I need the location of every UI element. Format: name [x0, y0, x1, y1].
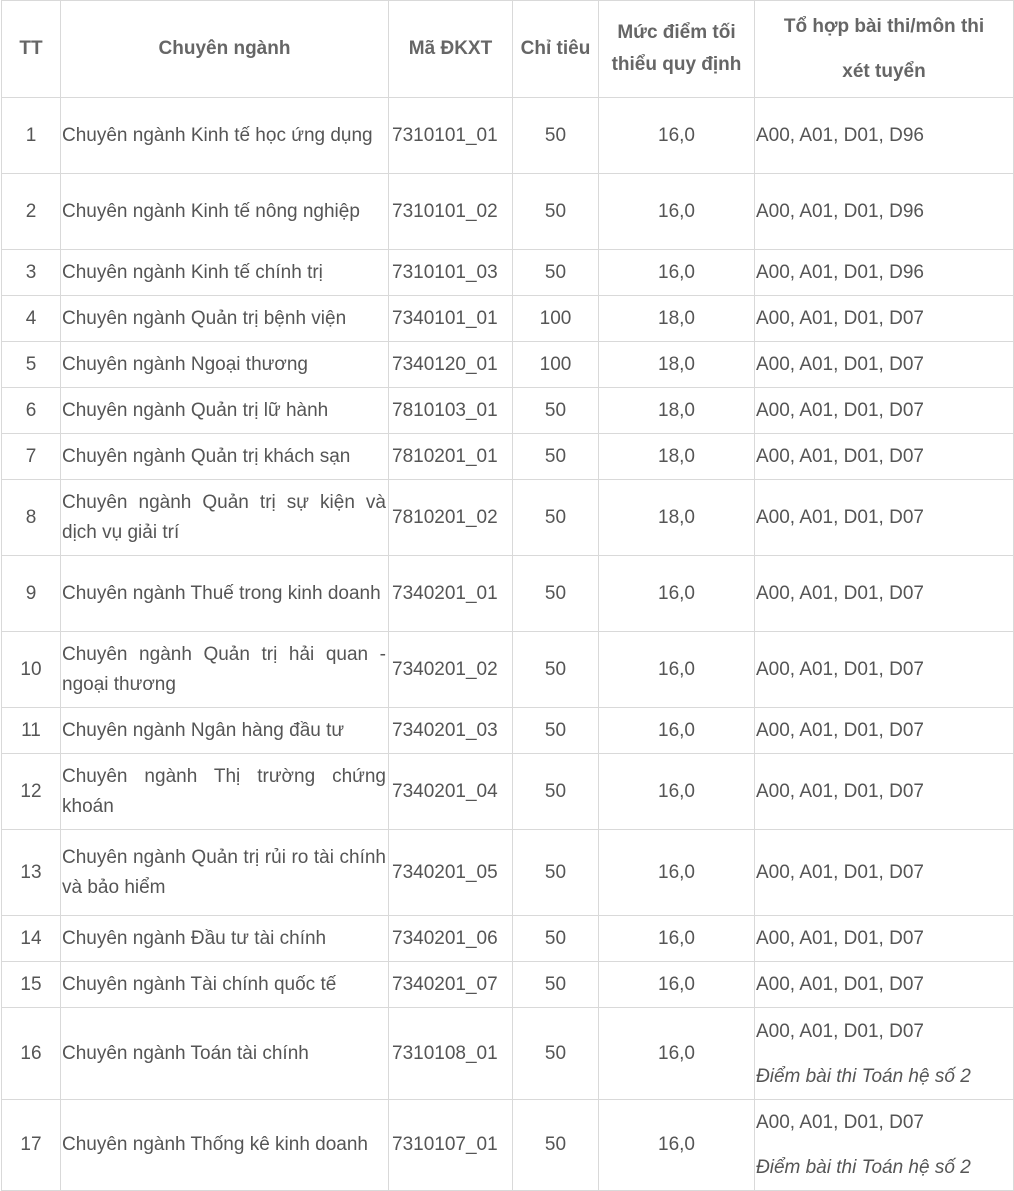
row-code: 7340201_04: [389, 754, 513, 830]
table-row: [2, 830, 1014, 916]
row-min-score: 18,0: [599, 434, 755, 480]
row-major-name: Chuyên ngành Thuế trong kinh doanh: [61, 556, 389, 632]
table-row: [2, 962, 1014, 1008]
row-code: 7310108_01: [389, 1008, 513, 1100]
row-code: 7310107_01: [389, 1100, 513, 1191]
table-body: [2, 98, 1014, 1191]
row-tt: 2: [2, 174, 61, 250]
row-quota: 100: [513, 342, 599, 388]
row-tt: 15: [2, 962, 61, 1008]
row-min-score: 16,0: [599, 830, 755, 916]
table-row: [2, 1100, 1014, 1191]
row-quota: 50: [513, 916, 599, 962]
table-row: [2, 388, 1014, 434]
row-combo: A00, A01, D01, D07: [755, 480, 1014, 556]
row-code: 7810103_01: [389, 388, 513, 434]
row-major-name: Chuyên ngành Kinh tế học ứng dụng: [61, 98, 389, 174]
row-min-score: 18,0: [599, 296, 755, 342]
row-major-name: Chuyên ngành Thống kê kinh doanh: [61, 1100, 389, 1191]
row-min-score: 18,0: [599, 480, 755, 556]
row-tt: 4: [2, 296, 61, 342]
header-tt: TT: [2, 1, 61, 98]
row-code: 7810201_02: [389, 480, 513, 556]
row-major-name: Chuyên ngành Ngoại thương: [61, 342, 389, 388]
row-code: 7310101_01: [389, 98, 513, 174]
row-combo: A00, A01, D01, D07: [755, 916, 1014, 962]
row-major-name: Chuyên ngành Thị trường chứng khoán: [61, 754, 389, 830]
row-min-score: 16,0: [599, 916, 755, 962]
table-row: [2, 916, 1014, 962]
row-combo: [755, 1008, 1014, 1100]
row-min-score: 16,0: [599, 250, 755, 296]
row-min-score: 16,0: [599, 556, 755, 632]
table-row: [2, 174, 1014, 250]
row-tt: 13: [2, 830, 61, 916]
table-row: [2, 1008, 1014, 1100]
row-tt: 11: [2, 708, 61, 754]
header-code: Mã ĐKXT: [389, 1, 513, 98]
row-code: 7810201_01: [389, 434, 513, 480]
row-combo: A00, A01, D01, D96: [755, 250, 1014, 296]
row-major-name: Chuyên ngành Quản trị bệnh viện: [61, 296, 389, 342]
row-min-score: 16,0: [599, 632, 755, 708]
table-row: [2, 754, 1014, 830]
table-row: [2, 556, 1014, 632]
table-row: [2, 434, 1014, 480]
row-min-score: 16,0: [599, 1008, 755, 1100]
row-combo: A00, A01, D01, D96: [755, 174, 1014, 250]
table-row: [2, 296, 1014, 342]
header-min-score: Mức điểm tối thiểu quy định: [599, 1, 755, 98]
row-code: 7340101_01: [389, 296, 513, 342]
row-tt: 1: [2, 98, 61, 174]
row-tt: 6: [2, 388, 61, 434]
row-quota: 100: [513, 296, 599, 342]
row-min-score: 16,0: [599, 754, 755, 830]
row-code: 7340201_07: [389, 962, 513, 1008]
row-min-score: 16,0: [599, 1100, 755, 1191]
row-combo-subjects: A00, A01, D01, D07: [756, 1020, 924, 1042]
row-code: 7310101_03: [389, 250, 513, 296]
header-combo: [755, 1, 1014, 98]
row-quota: 50: [513, 434, 599, 480]
row-major-name: Chuyên ngành Quản trị lữ hành: [61, 388, 389, 434]
row-combo-subjects: A00, A01, D01, D07: [756, 1112, 924, 1133]
row-quota: 50: [513, 708, 599, 754]
row-min-score: 16,0: [599, 98, 755, 174]
row-code: 7340201_06: [389, 916, 513, 962]
row-quota: 50: [513, 1100, 599, 1191]
row-min-score: 18,0: [599, 342, 755, 388]
row-code: 7340201_01: [389, 556, 513, 632]
row-combo: A00, A01, D01, D07: [755, 296, 1014, 342]
row-combo: [755, 1100, 1014, 1191]
row-major-name: Chuyên ngành Quản trị sự kiện và dịch vụ giải trí: [61, 480, 389, 556]
row-quota: 50: [513, 830, 599, 916]
row-tt: 7: [2, 434, 61, 480]
row-code: 7340120_01: [389, 342, 513, 388]
row-quota: 50: [513, 556, 599, 632]
row-quota: 50: [513, 250, 599, 296]
row-major-name: Chuyên ngành Tài chính quốc tế: [61, 962, 389, 1008]
row-tt: 3: [2, 250, 61, 296]
row-quota: 50: [513, 98, 599, 174]
header-combo-line2: xét tuyển: [842, 61, 926, 82]
row-major-name: Chuyên ngành Đầu tư tài chính: [61, 916, 389, 962]
row-code: 7340201_03: [389, 708, 513, 754]
row-min-score: 16,0: [599, 962, 755, 1008]
row-major-name: Chuyên ngành Kinh tế nông nghiệp: [61, 174, 389, 250]
row-tt: 10: [2, 632, 61, 708]
table-row: [2, 342, 1014, 388]
row-quota: 50: [513, 1008, 599, 1100]
row-major-name: Chuyên ngành Quản trị hải quan - ngoại thương: [61, 632, 389, 708]
row-combo: A00, A01, D01, D07: [755, 388, 1014, 434]
header-major: Chuyên ngành: [61, 1, 389, 98]
row-combo: A00, A01, D01, D07: [755, 434, 1014, 480]
row-tt: 12: [2, 754, 61, 830]
row-major-name: Chuyên ngành Quản trị khách sạn: [61, 434, 389, 480]
row-combo: A00, A01, D01, D07: [755, 830, 1014, 916]
table-row: [2, 480, 1014, 556]
row-major-name: Chuyên ngành Toán tài chính: [61, 1008, 389, 1100]
row-tt: 14: [2, 916, 61, 962]
row-tt: 16: [2, 1008, 61, 1100]
row-quota: 50: [513, 962, 599, 1008]
row-quota: 50: [513, 754, 599, 830]
row-combo: A00, A01, D01, D07: [755, 632, 1014, 708]
row-min-score: 16,0: [599, 708, 755, 754]
row-tt: 5: [2, 342, 61, 388]
table-row: [2, 708, 1014, 754]
row-combo: A00, A01, D01, D07: [755, 342, 1014, 388]
row-code: 7340201_05: [389, 830, 513, 916]
row-combo-note: Điểm bài thi Toán hệ số 2: [756, 1157, 971, 1178]
row-combo: A00, A01, D01, D07: [755, 754, 1014, 830]
row-tt: 8: [2, 480, 61, 556]
header-row: [2, 1, 1014, 98]
row-quota: 50: [513, 632, 599, 708]
row-major-name: Chuyên ngành Kinh tế chính trị: [61, 250, 389, 296]
header-combo-line1: Tổ hợp bài thi/môn thi: [783, 16, 985, 37]
row-major-name: Chuyên ngành Quản trị rủi ro tài chính và bảo hiểm: [61, 830, 389, 916]
row-combo: A00, A01, D01, D07: [755, 556, 1014, 632]
row-code: 7340201_02: [389, 632, 513, 708]
row-combo: A00, A01, D01, D07: [755, 962, 1014, 1008]
row-combo: A00, A01, D01, D07: [755, 708, 1014, 754]
row-major-name: Chuyên ngành Ngân hàng đầu tư: [61, 708, 389, 754]
admission-table: [1, 0, 1014, 1191]
header-quota: Chỉ tiêu: [513, 1, 599, 98]
table-row: [2, 632, 1014, 708]
row-code: 7310101_02: [389, 174, 513, 250]
row-tt: 9: [2, 556, 61, 632]
row-quota: 50: [513, 480, 599, 556]
row-quota: 50: [513, 388, 599, 434]
row-quota: 50: [513, 174, 599, 250]
row-min-score: 18,0: [599, 388, 755, 434]
row-min-score: 16,0: [599, 174, 755, 250]
row-combo: A00, A01, D01, D96: [755, 98, 1014, 174]
table-row: [2, 250, 1014, 296]
table-row: [2, 98, 1014, 174]
row-combo-note: Điểm bài thi Toán hệ số 2: [756, 1065, 971, 1087]
row-tt: 17: [2, 1100, 61, 1191]
